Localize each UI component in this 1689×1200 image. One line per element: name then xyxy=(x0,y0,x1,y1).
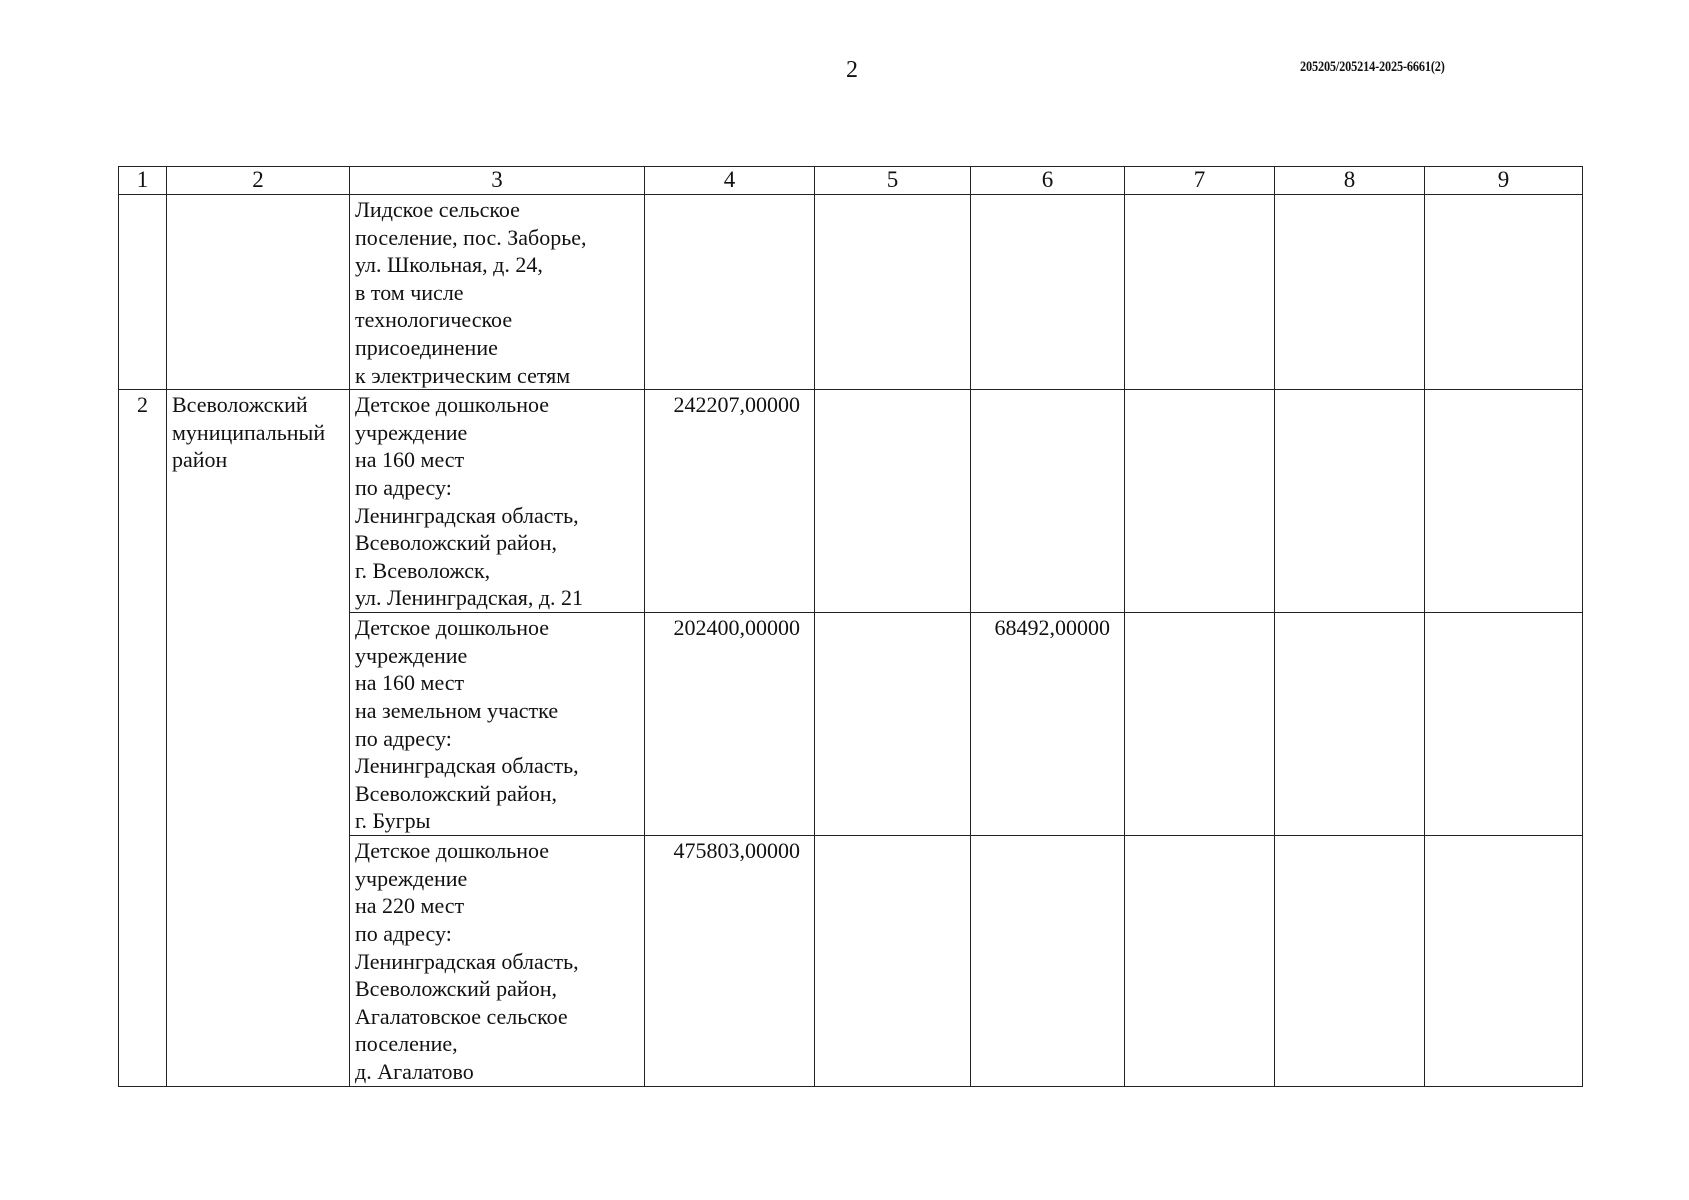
column-header: 4 xyxy=(645,167,815,195)
object-description-cell: Детское дошкольное учреждение на 160 мест на земельном участке по адресу: Ленинградская область, Всеволожский район, г. Бугры xyxy=(350,613,645,836)
amount-cell-col5 xyxy=(815,836,971,1086)
amount-cell-col8 xyxy=(1275,195,1425,390)
amount-cell-col5 xyxy=(815,390,971,613)
amount-cell-col8 xyxy=(1275,836,1425,1086)
object-description-cell: Лидское сельское поселение, пос. Заборье, ул. Школьная, д. 24, в том числе технологическое присоединение к электрическим сетям xyxy=(350,195,645,390)
amount-cell-col4: 242207,00000 xyxy=(645,390,815,613)
column-header: 7 xyxy=(1125,167,1275,195)
amount-cell-col6 xyxy=(971,836,1125,1086)
amount-cell-col8 xyxy=(1275,613,1425,836)
data-table xyxy=(118,166,1583,1087)
object-description-cell: Детское дошкольное учреждение на 220 мест по адресу: Ленинградская область, Всеволожский район, Агалатовское сельское поселение, д. Агалатово xyxy=(350,836,645,1086)
amount-cell-col7 xyxy=(1125,390,1275,613)
amount-cell-col9 xyxy=(1425,836,1583,1086)
table-row xyxy=(119,390,1583,613)
amount-cell-col7 xyxy=(1125,836,1275,1086)
municipality-cell xyxy=(167,195,350,390)
municipality-cell: Всеволожский муниципальный район xyxy=(167,390,350,1086)
column-header: 3 xyxy=(350,167,645,195)
amount-cell-col9 xyxy=(1425,390,1583,613)
amount-cell-col5 xyxy=(815,195,971,390)
amount-cell-col8 xyxy=(1275,390,1425,613)
amount-cell-col4 xyxy=(645,195,815,390)
amount-cell-col7 xyxy=(1125,613,1275,836)
amount-cell-col6 xyxy=(971,195,1125,390)
column-header: 5 xyxy=(815,167,971,195)
document-id: 205205/205214-2025-6661(2) xyxy=(1300,59,1445,75)
amount-cell-col9 xyxy=(1425,195,1583,390)
amount-cell-col4: 475803,00000 xyxy=(645,836,815,1086)
table-header-row xyxy=(119,167,1583,195)
amount-cell-col7 xyxy=(1125,195,1275,390)
column-header: 6 xyxy=(971,167,1125,195)
amount-cell-col5 xyxy=(815,613,971,836)
amount-cell-col6 xyxy=(971,390,1125,613)
row-number-cell: 2 xyxy=(119,390,167,1086)
page-number: 2 xyxy=(846,57,858,83)
row-number-cell xyxy=(119,195,167,390)
column-header: 8 xyxy=(1275,167,1425,195)
amount-cell-col4: 202400,00000 xyxy=(645,613,815,836)
amount-cell-col9 xyxy=(1425,613,1583,836)
table-row xyxy=(119,195,1583,390)
object-description-cell: Детское дошкольное учреждение на 160 мест по адресу: Ленинградская область, Всеволожский район, г. Всеволожск, ул. Ленинградская, д. 21 xyxy=(350,390,645,613)
amount-cell-col6: 68492,00000 xyxy=(971,613,1125,836)
column-header: 2 xyxy=(167,167,350,195)
column-header: 1 xyxy=(119,167,167,195)
column-header: 9 xyxy=(1425,167,1583,195)
